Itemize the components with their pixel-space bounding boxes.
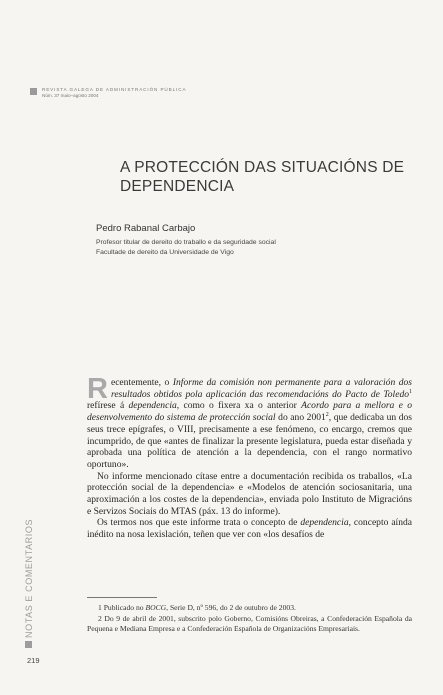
- footnote-ref-2[interactable]: 2: [325, 411, 329, 418]
- paragraph-3: Os termos nos que este informe trata o concepto de dependencia, concepto aínda inédito na nosa lexislación, teñen que ver con «los desafíos de: [87, 517, 412, 541]
- author-name: Pedro Rabanal Carbajo: [96, 223, 196, 234]
- journal-issue: Núm. 37 maio–agosto 2004: [42, 93, 99, 98]
- square-bullet-icon: [30, 88, 37, 95]
- affiliation-line-2: Facultade de dereito da Universidade de Vigo: [96, 249, 234, 256]
- footnote-ref-1[interactable]: 1: [409, 388, 412, 395]
- footnote-2: 2 Do 9 de abril de 2001, subscrito polo Goberno, Comisións Obreiras, a Confederación Española da Pequena e Mediana Empresa e a Confederación Española de Organizacións Empresariais.: [87, 613, 412, 633]
- footnote-divider: [87, 597, 157, 598]
- footnote-1: 1 Publicado no BOCG, Serie D, nº 596, do 2 de outubro de 2003.: [98, 603, 296, 612]
- article-title: [120, 158, 420, 196]
- page-number: 219: [27, 656, 40, 665]
- journal-header: [30, 87, 186, 99]
- article-body: [87, 373, 412, 541]
- paragraph-2: No informe mencionado cítase entre a documentación recibida os traballos, «La protección social de la dependencia» e «Modelos de atención sociosanitaria, una aproximación a los costes de la dependencia», enviada polo Instituto de Migracións e Servizos Sociais do MTAS (páx. 13 do informe).: [87, 470, 412, 517]
- drop-cap: R: [87, 373, 108, 405]
- paragraph-1: Recentemente, o Informe da comisión non permanente para a valoración dos resultados obtidos pola aplicación das recomendacións do Pacto de Toledo$^1$ refírese á dependencia, como o fixera xa o anterior Acordo para a mellora e o desenvolvemento do sistema de protección social do ano 2001$^2$, que dedicaba un dos seus trece epígrafes, o VIII, precisamente a ese fenómeno, co encargo, cremos que incumprido, de que «antes de finalizar la presente legislatura, pueda estar diseñada y aprobada una política de atención a la dependencia, con el rango normativo oportuno».: [87, 373, 412, 470]
- section-label: NOTAS E COMENTARIOS: [24, 518, 34, 638]
- footnotes: [87, 603, 412, 635]
- square-bullet-icon: [25, 641, 32, 648]
- author-affiliation: [96, 238, 276, 258]
- journal-name: REVISTA GALEGA DE ADMINISTRACIÓN PÚBLICA: [42, 87, 187, 92]
- title-line-2: DEPENDENCIA: [120, 178, 235, 195]
- title-line-1: A PROTECCIÓN DAS SITUACIÓNS DE: [120, 159, 405, 176]
- affiliation-line-1: Profesor titular de dereito do traballo e da seguridade social: [96, 239, 276, 246]
